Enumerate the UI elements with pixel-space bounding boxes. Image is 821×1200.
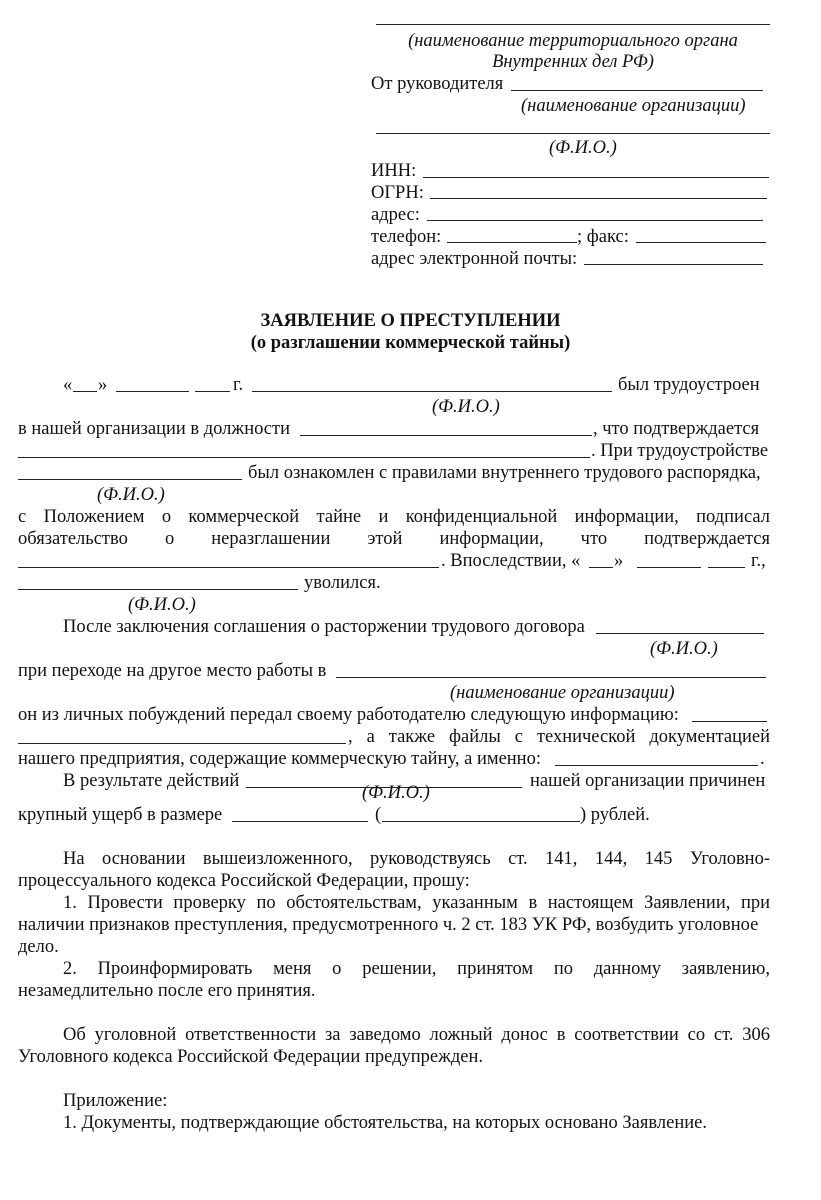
- damage-paren-open: (: [375, 805, 382, 825]
- damage-amount-field[interactable]: [232, 821, 368, 822]
- from-head-label: От руководителя: [371, 74, 504, 94]
- text-confirmed-by: , что подтверждается: [593, 419, 760, 439]
- dismissal-month-field[interactable]: [637, 567, 701, 568]
- dismissal-date-close-quote: »: [614, 551, 624, 571]
- attachment-label: Приложение:: [63, 1091, 168, 1111]
- text-caused: нашей организации причинен: [530, 771, 766, 791]
- employee-fio-field-2[interactable]: [18, 479, 242, 480]
- document-title: ЗАЯВЛЕНИЕ О ПРЕСТУПЛЕНИИ: [260, 311, 561, 331]
- text-familiarized: был ознакомлен с правилами внутреннего трудового распорядка,: [248, 463, 761, 483]
- hire-day-field[interactable]: [73, 391, 97, 392]
- terminated-fio-caption: (Ф.И.О.): [650, 639, 718, 659]
- dismissal-year-suffix: г.,: [751, 551, 766, 571]
- text-nondisclosure: обязательство о неразглашении этой информации, что подтверждается: [18, 529, 770, 549]
- territorial-body-caption-2: Внутренних дел РФ): [492, 52, 654, 72]
- head-fio-caption: (Ф.И.О.): [549, 138, 617, 158]
- position-field[interactable]: [300, 435, 592, 436]
- nondisclosure-document-field[interactable]: [18, 567, 439, 568]
- text-trade-secret: нашего предприятия, содержащие коммерческую тайну, а именно:: [18, 749, 541, 769]
- hire-date-close-quote: »: [98, 375, 108, 395]
- transferred-info-field[interactable]: [692, 721, 767, 722]
- trade-secret-details-field[interactable]: [555, 765, 758, 766]
- request-item-1-line-2: наличии признаков преступления, предусмотренного ч. 2 ст. 183 УК РФ, возбудить уголовное: [18, 915, 759, 935]
- fax-field[interactable]: [636, 242, 766, 243]
- dismissed-fio-field[interactable]: [18, 589, 298, 590]
- new-employer-caption: (наименование организации): [450, 683, 675, 703]
- hire-date-open-quote: «: [63, 375, 73, 395]
- confirmation-document-field[interactable]: [18, 457, 590, 458]
- request-paragraph-line-1: На основании вышеизложенного, руководствуясь ст. 141, 144, 145 Уголовно-: [63, 849, 770, 869]
- damage-amount-words-field[interactable]: [382, 821, 580, 822]
- request-paragraph-line-2: процессуального кодекса Российской Федерации, прошу:: [18, 871, 470, 891]
- text-transferred-info: он из личных побуждений передал своему работодателю следующую информацию:: [18, 705, 679, 725]
- employee-fio-caption: (Ф.И.О.): [432, 397, 500, 417]
- employee-fio-field[interactable]: [252, 391, 612, 392]
- text-resigned: уволился.: [304, 573, 381, 593]
- dismissed-fio-caption: (Ф.И.О.): [128, 595, 196, 615]
- text-tech-files: , а также файлы с технической документацией: [348, 727, 770, 747]
- employee-fio-caption-2: (Ф.И.О.): [97, 485, 165, 505]
- territorial-body-field[interactable]: [376, 24, 770, 25]
- ogrn-label: ОГРН:: [371, 183, 424, 203]
- request-item-1-line-3: дело.: [18, 937, 59, 957]
- text-as-result: В результате действий: [63, 771, 240, 791]
- attachment-item-1: 1. Документы, подтверждающие обстоятельства, на которых основано Заявление.: [63, 1113, 707, 1133]
- text-after-termination: После заключения соглашения о расторжении трудового договора: [63, 617, 585, 637]
- phone-field[interactable]: [447, 242, 577, 243]
- warning-line-2: Уголовного кодекса Российской Федерации предупрежден.: [18, 1047, 484, 1067]
- text-new-workplace: при переходе на другое место работы в: [18, 661, 327, 681]
- inn-field[interactable]: [423, 177, 769, 178]
- email-label: адрес электронной почты:: [371, 249, 578, 269]
- hire-year-field[interactable]: [195, 391, 230, 392]
- ogrn-field[interactable]: [430, 198, 767, 199]
- offender-fio-caption: (Ф.И.О.): [362, 783, 430, 803]
- text-damage: крупный ущерб в размере: [18, 805, 223, 825]
- text-position-start: в нашей организации в должности: [18, 419, 290, 439]
- new-employer-field[interactable]: [336, 677, 766, 678]
- address-label: адрес:: [371, 205, 420, 225]
- territorial-body-caption: (наименование территориального органа: [408, 31, 738, 51]
- organization-caption: (наименование организации): [521, 96, 746, 116]
- terminated-fio-field[interactable]: [596, 633, 764, 634]
- text-period: .: [760, 749, 765, 769]
- fax-label: ; факс:: [577, 227, 629, 247]
- dismissal-day-field[interactable]: [589, 567, 613, 568]
- request-item-1-line-1: 1. Провести проверку по обстоятельствам, указанным в настоящем Заявлении, при: [63, 893, 770, 913]
- text-subsequently: . Впоследствии, «: [441, 551, 581, 571]
- text-regulation: с Положением о коммерческой тайне и конфиденциальной информации, подписал: [18, 507, 770, 527]
- inn-label: ИНН:: [371, 161, 417, 181]
- text-was-hired: был трудоустроен: [618, 375, 760, 395]
- request-item-2-line-2: незамедлительно после его принятия.: [18, 981, 316, 1001]
- transferred-info-field-2[interactable]: [18, 743, 346, 744]
- hire-year-suffix: г.: [233, 375, 244, 395]
- document-subtitle: (о разглашении коммерческой тайны): [250, 333, 571, 353]
- address-field[interactable]: [427, 220, 763, 221]
- organization-name-field[interactable]: [511, 90, 763, 91]
- head-fio-field[interactable]: [376, 133, 770, 134]
- request-item-2-line-1: 2. Проинформировать меня о решении, принятом по данному заявлению,: [63, 959, 770, 979]
- email-field[interactable]: [584, 264, 763, 265]
- text-rubles: ) рублей.: [580, 805, 650, 825]
- phone-label: телефон:: [371, 227, 442, 247]
- warning-line-1: Об уголовной ответственности за заведомо ложный донос в соответствии со ст. 306: [63, 1025, 770, 1045]
- dismissal-year-field[interactable]: [708, 567, 745, 568]
- hire-month-field[interactable]: [116, 391, 189, 392]
- text-upon-hiring: . При трудоустройстве: [591, 441, 769, 461]
